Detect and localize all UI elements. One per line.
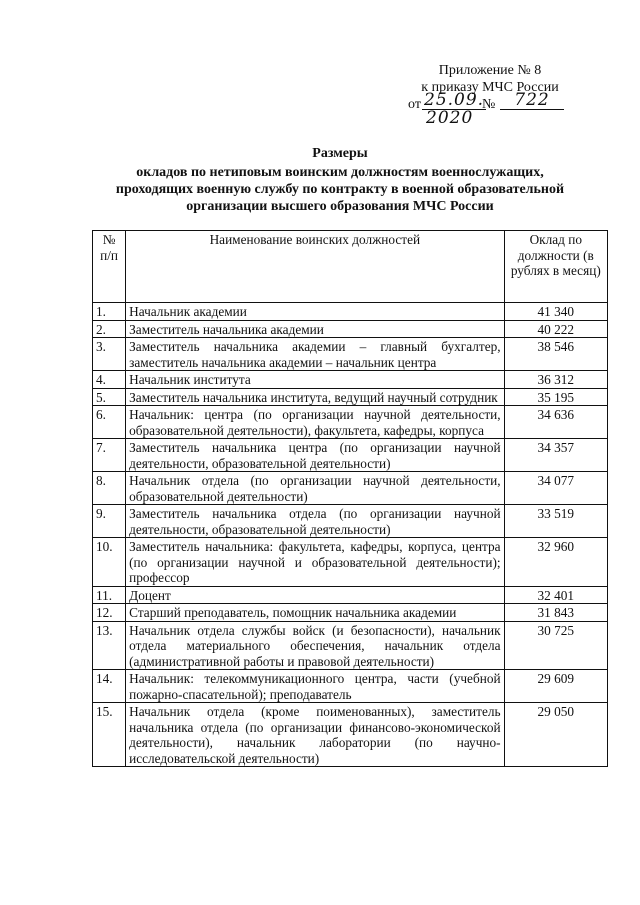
salary-value: 31 843 bbox=[504, 604, 607, 622]
position-name: Начальник отдела (по организации научной деятельности, образовательной деятельности) bbox=[126, 472, 504, 505]
table-row bbox=[93, 406, 608, 439]
number-label: № bbox=[482, 97, 496, 112]
row-number: 14. bbox=[93, 670, 126, 703]
position-name: Начальник отдела службы войск (и безопасности), начальник отдела материального обеспечения, начальник отдела (административной работы и правовой деятельности) bbox=[126, 621, 504, 670]
salary-value: 32 960 bbox=[504, 538, 607, 587]
row-number: 9. bbox=[93, 505, 126, 538]
table-row bbox=[93, 388, 608, 406]
row-number: 5. bbox=[93, 388, 126, 406]
salary-value: 38 546 bbox=[504, 338, 607, 371]
salary-value: 41 340 bbox=[504, 303, 607, 321]
position-name: Начальник института bbox=[126, 371, 504, 389]
table-header-row bbox=[93, 231, 608, 303]
title-line-1: окладов по нетиповым воинским должностям военнослужащих, bbox=[136, 165, 544, 180]
row-number: 12. bbox=[93, 604, 126, 622]
salary-value: 32 401 bbox=[504, 586, 607, 604]
position-name: Старший преподаватель, помощник начальника академии bbox=[126, 604, 504, 622]
table-row bbox=[93, 505, 608, 538]
row-number: 10. bbox=[93, 538, 126, 587]
salary-value: 34 357 bbox=[504, 439, 607, 472]
position-name: Начальник академии bbox=[126, 303, 504, 321]
position-name: Заместитель начальника академии – главный бухгалтер, заместитель начальника академии – начальник центра bbox=[126, 338, 504, 371]
title-line-3: организации высшего образования МЧС России bbox=[186, 199, 494, 214]
salary-value: 33 519 bbox=[504, 505, 607, 538]
table-row bbox=[93, 338, 608, 371]
row-number: 1. bbox=[93, 303, 126, 321]
appendix-label: Приложение № 8 bbox=[438, 63, 542, 78]
document-title bbox=[90, 145, 590, 215]
table-row bbox=[93, 538, 608, 587]
row-number: 4. bbox=[93, 371, 126, 389]
header-name: Наименование воинских должностей bbox=[126, 231, 504, 303]
row-number: 15. bbox=[93, 703, 126, 767]
salary-value: 34 636 bbox=[504, 406, 607, 439]
table-row bbox=[93, 703, 608, 767]
order-date: 25.09. bbox=[424, 90, 485, 110]
position-name: Заместитель начальника центра (по организации научной деятельности, образовательной деятельности) bbox=[126, 439, 504, 472]
table-row bbox=[93, 621, 608, 670]
position-name: Заместитель начальника академии bbox=[126, 320, 504, 338]
salary-value: 29 050 bbox=[504, 703, 607, 767]
row-number: 6. bbox=[93, 406, 126, 439]
order-reference: к приказу МЧС России bbox=[421, 80, 559, 95]
salary-table bbox=[92, 230, 608, 767]
row-number: 3. bbox=[93, 338, 126, 371]
header-salary: Оклад по должности (в рублях в месяц) bbox=[504, 231, 607, 303]
position-name: Начальник: телекоммуникационного центра, части (учебной пожарно-спасательной); преподаватель bbox=[126, 670, 504, 703]
position-name: Заместитель начальника института, ведущий научный сотрудник bbox=[126, 388, 504, 406]
title-main: Размеры bbox=[312, 146, 368, 161]
position-name: Начальник: центра (по организации научной деятельности, образовательной деятельности), факультета, кафедры, корпуса bbox=[126, 406, 504, 439]
table-body bbox=[93, 303, 608, 767]
salary-value: 29 609 bbox=[504, 670, 607, 703]
salary-value: 30 725 bbox=[504, 621, 607, 670]
title-line-2: проходящих военную службу по контракту в военной образовательной bbox=[115, 182, 565, 197]
salary-value: 34 077 bbox=[504, 472, 607, 505]
table-row bbox=[93, 371, 608, 389]
order-number: 722 bbox=[500, 92, 564, 110]
table-row bbox=[93, 303, 608, 321]
salary-value: 36 312 bbox=[504, 371, 607, 389]
from-label: от bbox=[408, 97, 421, 112]
row-number: 2. bbox=[93, 320, 126, 338]
row-number: 8. bbox=[93, 472, 126, 505]
table-row bbox=[93, 472, 608, 505]
row-number: 13. bbox=[93, 621, 126, 670]
position-name: Заместитель начальника отдела (по организации научной деятельности, образовательной деятельности) bbox=[126, 505, 504, 538]
row-number: 11. bbox=[93, 586, 126, 604]
table-row bbox=[93, 439, 608, 472]
appendix-header bbox=[400, 62, 580, 128]
table-row bbox=[93, 604, 608, 622]
salary-value: 40 222 bbox=[504, 320, 607, 338]
row-number: 7. bbox=[93, 439, 126, 472]
table-row bbox=[93, 586, 608, 604]
table-row bbox=[93, 670, 608, 703]
position-name: Начальник отдела (кроме поименованных), заместитель начальника отдела (по организации финансово-экономической деятельности), начальник лаборатории (по научно-исследовательской деятельности) bbox=[126, 703, 504, 767]
table-row bbox=[93, 320, 608, 338]
position-name: Заместитель начальника: факультета, кафедры, корпуса, центра (по организации научной и образовательной деятельности); профессор bbox=[126, 538, 504, 587]
header-num: № п/п bbox=[93, 231, 126, 303]
position-name: Доцент bbox=[126, 586, 504, 604]
order-date-number-line bbox=[400, 90, 580, 128]
salary-value: 35 195 bbox=[504, 388, 607, 406]
order-year: 2020 bbox=[426, 108, 474, 128]
